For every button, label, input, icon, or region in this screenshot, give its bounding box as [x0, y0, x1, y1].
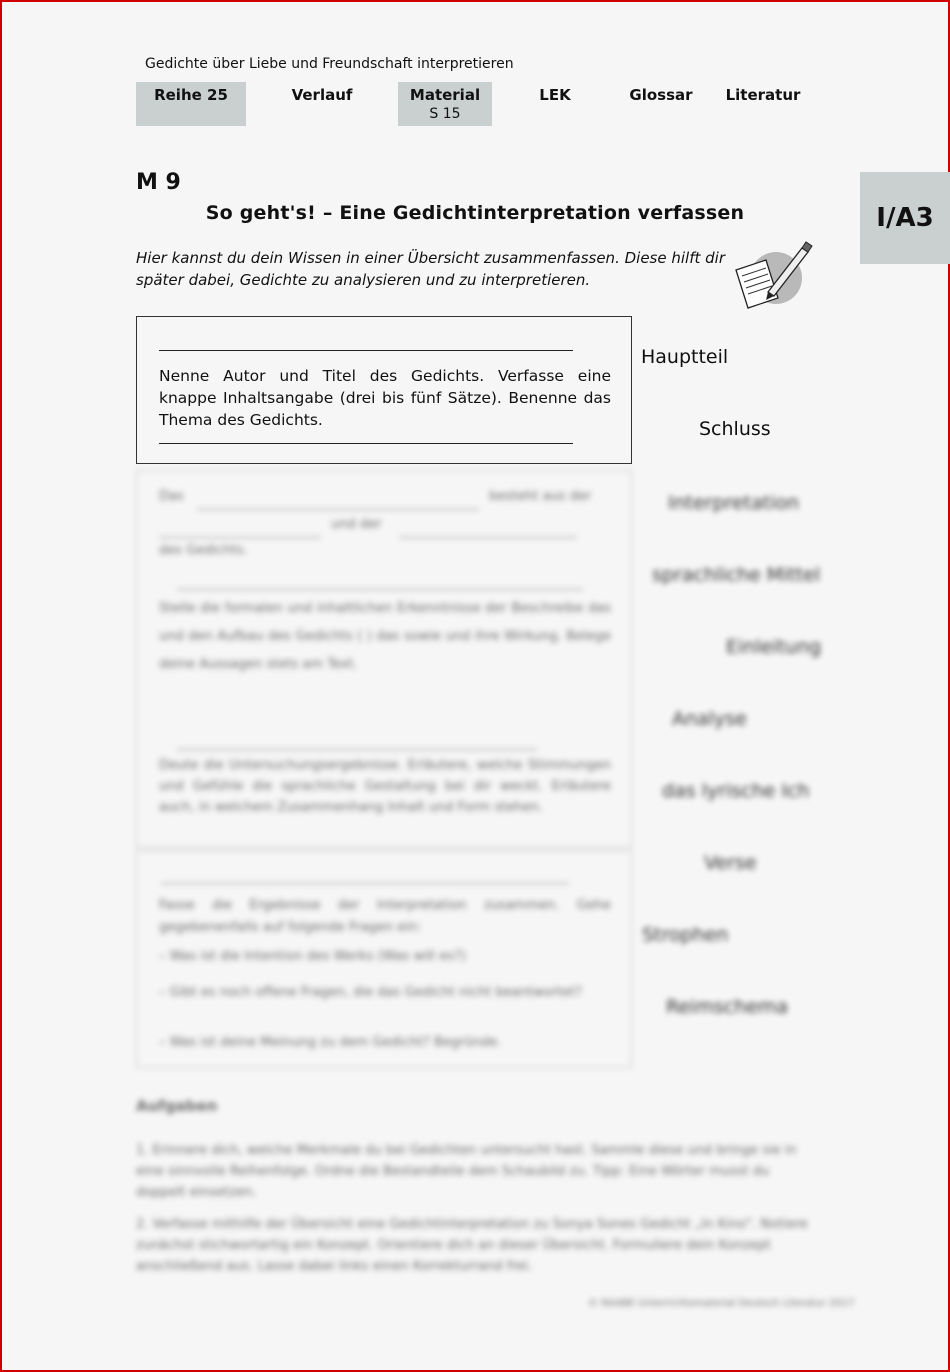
page-title: So geht's! – Eine Gedichtinterpretation verfassen: [205, 202, 745, 224]
task-item: 2. Verfasse mithilfe der Übersicht eine Gedichtinterpretation zu Sonya Sones Gedicht „In Kino". Notiere zunächst stichwortartig ein Konzept. Orientiere dich an dieser Übersicht. Formuliere dein Konzept anschließend aus. Lasse dabei links einen Korrekturrand frei.: [136, 1217, 808, 1274]
conclusion-bullet: – Was ist die Intention des Werks (Was will es?): [159, 949, 466, 964]
word-bank-item: Interpretation: [668, 492, 800, 514]
blank-line[interactable]: [159, 443, 573, 444]
material-label: M 9: [136, 170, 181, 195]
blank-line[interactable]: [161, 883, 569, 884]
nav-material[interactable]: [398, 82, 492, 126]
nav-literatur[interactable]: [722, 82, 804, 126]
main-text: Deute die Untersuchungsergebnisse. Erläutere, welche Stimmungen und Gefühle die sprachliche Gestaltung bei dir weckt. Erläutere auch, in welchem Zusammenhang Inhalt und Form stehen.: [159, 758, 611, 815]
word-bank-item: Einleitung: [726, 636, 822, 658]
main-text: und der: [331, 517, 382, 532]
main-text: Das: [159, 489, 184, 504]
main-text: des Gedichts.: [159, 543, 248, 558]
conclusion-text: Fasse die Ergebnisse der Interpretation zusammen. Gehe gegebenenfalls auf folgende Fragen ein:: [159, 898, 611, 935]
nav-lek-label: LEK: [539, 86, 571, 104]
intro-box: [136, 316, 632, 464]
nav-lek[interactable]: [520, 82, 590, 126]
nav-reihe[interactable]: [136, 82, 246, 126]
intro-box-text: Nenne Autor und Titel des Gedichts. Verfasse eine knappe Inhaltsangabe (drei bis fünf Sätze). Benenne das Thema des Gedichts.: [159, 367, 611, 429]
word-bank-item: Strophen: [642, 924, 729, 946]
main-text: besteht aus der: [489, 489, 592, 504]
blank-line[interactable]: [177, 589, 583, 590]
section-badge: I/A3: [860, 172, 950, 264]
word-bank-item: Hauptteil: [641, 346, 729, 368]
nav-glossar[interactable]: [618, 82, 704, 126]
nav-reihe-label: Reihe 25: [154, 86, 228, 104]
word-bank-item: Verse: [704, 852, 757, 874]
main-text: Stelle die formalen und inhaltlichen Erkenntnisse der Beschreibe das und den Aufbau des Gedichts ( ) das sowie und ihre Wirkung. Belege deine Aussagen stets am Text.: [159, 601, 611, 672]
conclusion-box: [136, 850, 632, 1068]
nav-material-page: S 15: [429, 106, 461, 122]
main-part-box: [136, 470, 632, 848]
conclusion-bullet: – Was ist deine Meinung zu dem Gedicht? Begründe.: [159, 1035, 502, 1050]
series-title: Gedichte über Liebe und Freundschaft interpretieren: [145, 56, 514, 72]
intro-text: Hier kannst du dein Wissen in einer Übersicht zusammenfassen. Diese hilft dir später dabei, Gedichte zu analysieren und zu interpretieren.: [136, 249, 725, 289]
word-bank-item: das lyrische Ich: [662, 780, 810, 802]
nav-verlauf-label: Verlauf: [291, 86, 353, 104]
writing-pencil-icon: [728, 238, 814, 312]
nav-glossar-label: Glossar: [629, 86, 693, 104]
task-item: 1. Erinnere dich, welche Merkmale du bei Gedichten untersucht hast. Sammle diese und bringe sie in eine sinnvolle Reihenfolge. Ordne die Bestandteile dem Schaubild zu. Tipp: Eine Wörter musst du doppelt einsetzen.: [136, 1143, 797, 1200]
tasks-heading: Aufgaben: [136, 1097, 218, 1115]
blank-line[interactable]: [177, 749, 537, 750]
conclusion-bullet: – Gibt es noch offene Fragen, die das Gedicht nicht beantwortet?: [159, 985, 583, 1000]
word-bank-item: Analyse: [672, 708, 747, 730]
word-bank-item: sprachliche Mittel: [652, 564, 821, 586]
blank-line[interactable]: [159, 350, 573, 351]
blank-line[interactable]: [197, 509, 479, 510]
word-bank-item: Schluss: [699, 418, 771, 440]
nav-literatur-label: Literatur: [725, 86, 801, 104]
nav-material-label: Material: [409, 86, 481, 104]
nav-verlauf[interactable]: [272, 82, 372, 126]
copyright-footer: © RAABE Unterrichtsmaterial Deutsch Literatur 2017: [588, 1298, 855, 1309]
word-bank-item: Reimschema: [666, 996, 789, 1018]
